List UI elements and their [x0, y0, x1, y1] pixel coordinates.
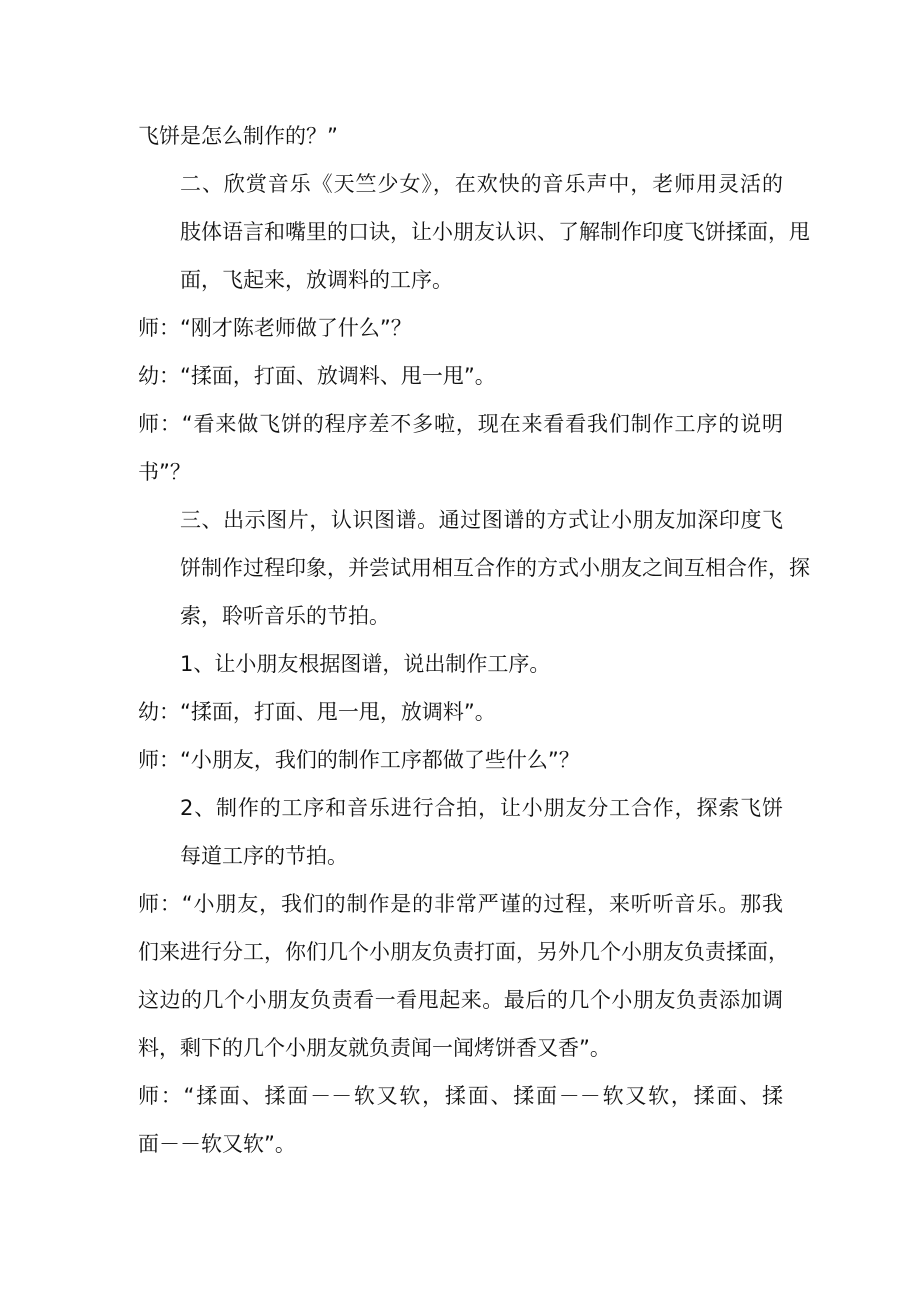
- text-line: 幼：“揉面，打面、甩一甩，放调料”。: [138, 700, 496, 724]
- paragraph: [138, 784, 783, 880]
- text-line: 师：“小朋友，我们的制作是的非常严谨的过程，来听听音乐。那我: [138, 892, 783, 916]
- text-line: 这边的几个小朋友负责看一看甩起来。最后的几个小朋友负责添加调: [138, 988, 783, 1012]
- text-line: 飞饼是怎么制作的？”: [138, 124, 338, 148]
- text-line: 二、欣赏音乐《天竺少女》，在欢快的音乐声中，老师用灵活的: [180, 172, 783, 196]
- document-body: [138, 112, 810, 1168]
- text-line: 料，剩下的几个小朋友就负责闻一闻烤饼香又香”。: [138, 1036, 611, 1060]
- paragraph: [138, 352, 783, 400]
- paragraph: [138, 1072, 783, 1168]
- text-line: 三、出示图片，认识图谱。通过图谱的方式让小朋友加深印度飞: [180, 508, 783, 532]
- paragraph: [138, 736, 783, 784]
- paragraph: [138, 496, 810, 640]
- text-line: 肢体语言和嘴里的口诀，让小朋友认识、了解制作印度飞饼揉面，甩: [180, 220, 810, 244]
- paragraph: [138, 304, 783, 352]
- text-line: 师：“小朋友，我们的制作工序都做了些什么”？: [138, 748, 580, 772]
- text-line: 2、制作的工序和音乐进行合拍，让小朋友分工合作，探索飞饼: [180, 796, 783, 820]
- text-line: 们来进行分工，你们几个小朋友负责打面，另外几个小朋友负责揉面，: [138, 940, 789, 964]
- paragraph: [138, 160, 810, 304]
- paragraph: [138, 112, 783, 160]
- text-line: 面－－软又软”。: [138, 1132, 296, 1156]
- text-line: 师：“揉面、揉面－－软又软，揉面、揉面－－软又软，揉面、揉: [138, 1084, 783, 1108]
- text-line: 幼：“揉面，打面、放调料、甩一甩”。: [138, 364, 496, 388]
- text-line: 索，聆听音乐的节拍。: [180, 604, 390, 628]
- text-line: 师：“刚才陈老师做了什么”？: [138, 316, 412, 340]
- text-line: 饼制作过程印象，并尝试用相互合作的方式小朋友之间互相合作，探: [180, 556, 810, 580]
- paragraph: [138, 688, 783, 736]
- paragraph: [138, 640, 783, 688]
- text-line: 每道工序的节拍。: [180, 844, 348, 868]
- paragraph: [138, 880, 789, 1072]
- text-line: 师：“看来做飞饼的程序差不多啦，现在来看看我们制作工序的说明: [138, 412, 783, 436]
- paragraph: [138, 400, 783, 496]
- text-line: 书”？: [138, 460, 191, 484]
- text-line: 面，飞起来，放调料的工序。: [180, 268, 453, 292]
- text-line: 1、让小朋友根据图谱，说出制作工序。: [180, 652, 551, 676]
